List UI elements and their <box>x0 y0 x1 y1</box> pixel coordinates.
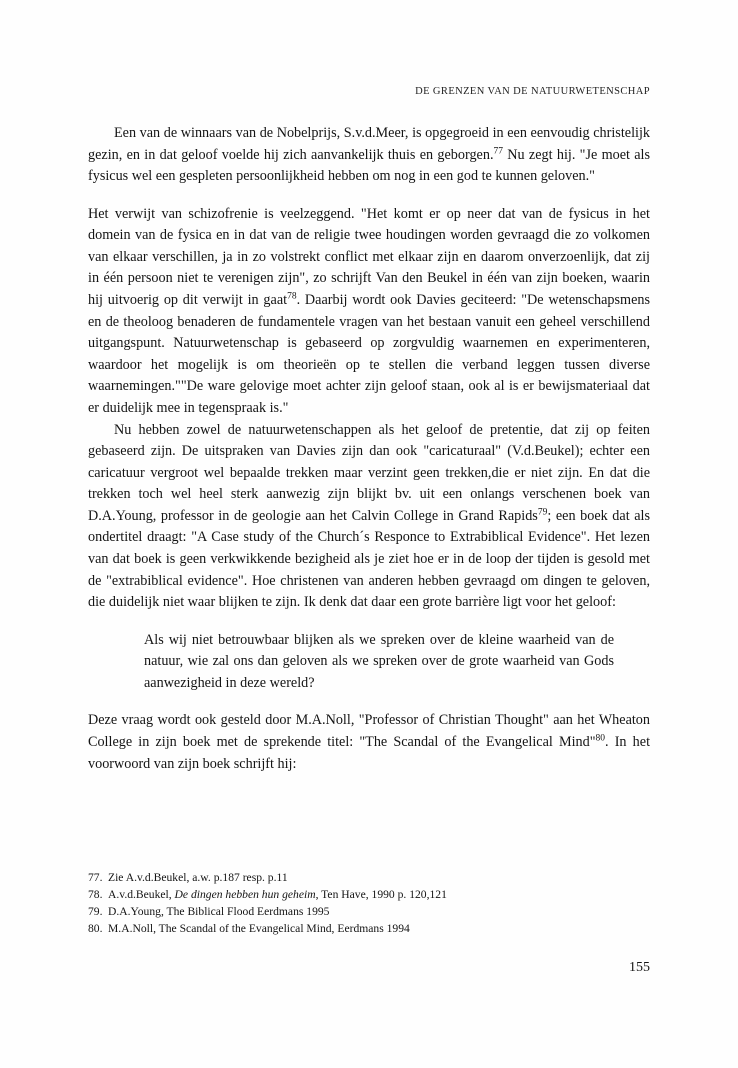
blockquote: Als wij niet betrouwbaar blijken als we spreken over de kleine waarheid van de natuur, wie zal ons dan geloven als we spreken over de grote waarheid van Gods aanwezigheid in deze wereld? <box>144 631 614 691</box>
page-content <box>88 86 650 775</box>
paragraph-2-text: Het verwijt van schizofrenie is veelzeggend. "Het komt er op neer dat van de fysicus in het domein van de fysica en in dat van de religie twee houdingen worden gevraagd die zo volkomen van elkaar verschillen, ja in zo volstrekt conflict met elkaar zijn en daarom onverzoenlijk, dat zij in één persoon niet te verenigen zijn", zo schrijft Van den Beukel in één van zijn boeken, waarin hij uitvoerig op dit verwijt in gaat <box>88 205 650 309</box>
footnote-77 <box>88 870 650 887</box>
paragraph-3-text-after: ; een boek dat als ondertitel draagt: "A Case study of the Church´s Responce to Extrabiblical Evidence". Het lezen van dat boek is geen verkwikkende bezigheid als je ziet hoe er in de loop der tijden is gesold met de "extrabiblical evidence". Hoe christenen van anderen hebben gevraagd om dingen te geloven, die duidelijk niet waar blijken te zijn. Ik denk dat daar een grote barrière ligt voor het geloof: <box>88 507 650 611</box>
paragraph-5-text: Deze vraag wordt ook gesteld door M.A.Noll, "Professor of Christian Thought" aan het Wheaton College in zijn boek met de sprekende titel: "The Scandal of the Evangelical Mind" <box>88 712 650 751</box>
paragraph-1-text-after: Nu zegt hij. "Je moet als fysicus wel een gespleten persoonlijkheid hebben om nog in een god te kunnen geloven." <box>88 146 651 185</box>
running-head: DE GRENZEN VAN DE NATUURWETENSCHAP <box>415 86 650 97</box>
footnote-79-number: 79. <box>88 904 103 918</box>
footnote-marker-79: 79 <box>537 507 548 518</box>
footnote-marker-78: 78 <box>287 291 297 302</box>
paragraph-1-text: Een van de winnaars van de Nobelprijs, S.v.d.Meer, is opgegroeid in een eenvoudig christelijk gezin, en in dat geloof voelde hij zich aanvankelijk thuis en geborgen. <box>88 125 650 163</box>
footnote-80-text: M.A.Noll, The Scandal of the Evangelical Mind, Eerdmans 1994 <box>108 921 410 935</box>
footnote-78-number: 78. <box>88 887 103 901</box>
footnote-80-number: 80. <box>88 921 103 935</box>
footnote-79 <box>88 904 650 921</box>
footnote-78-text: A.v.d.Beukel, <box>108 887 175 901</box>
paragraph-5-text-after: . In het voorwoord van zijn boek schrijft hij: <box>88 734 651 772</box>
footnote-77-text: Zie A.v.d.Beukel, a.w. p.187 resp. p.11 <box>108 871 288 884</box>
footnote-marker-77: 77 <box>493 145 503 156</box>
page-number: 155 <box>629 960 650 975</box>
footnote-78-text-after: , Ten Have, 1990 p. 120,121 <box>315 887 447 901</box>
footnote-78 <box>88 887 650 904</box>
paragraph-5 <box>88 710 650 775</box>
footnote-79-text: D.A.Young, The Biblical Flood Eerdmans 1995 <box>108 904 330 918</box>
footnote-80 <box>88 921 650 938</box>
paragraph-2-text-after: . Daarbij wordt ook Davies geciteerd: "De wetenschapsmens en de theoloog benaderen de fundamentele vragen van het bestaan vanuit een geheel verschillend uitgangspunt. Natuurwetenschap is gebaseerd op zorgvuldig waarnemen en experimenteren, waardoor het mogelijk is om theorieën op te stellen die verband leggen tussen diverse waarnemingen.""De ware gelovige moet achter zijn geloof staan, ook al is er bewijsmateriaal dat er duidelijk mee in tegenspraak is." <box>88 292 650 416</box>
paragraph-1 <box>88 123 650 188</box>
paragraph-3 <box>88 420 650 614</box>
paragraph-2 <box>88 204 650 420</box>
paragraph-3-text: Nu hebben zowel de natuurwetenschappen als het geloof de pretentie, dat zij op feiten gebaseerd zijn. De uitspraken van Davies zijn dan ook "caricaturaal" (V.d.Beukel); echter een caricatuur vergroot wel bepaalde trekken maar verzint geen trekken,die er niet zijn. En dat die trekken toch wel heel sterk aanwezig zijn blijkt bv. uit een onlangs verschenen boek van D.A.Young, professor in de geologie aan het Calvin College in Grand Rapids <box>88 421 650 524</box>
footnote-77-number: 77. <box>88 871 103 884</box>
footnote-78-title: De dingen hebben hun geheim <box>174 887 316 901</box>
footnotes-section <box>88 870 650 938</box>
footnote-marker-80: 80 <box>595 733 606 744</box>
